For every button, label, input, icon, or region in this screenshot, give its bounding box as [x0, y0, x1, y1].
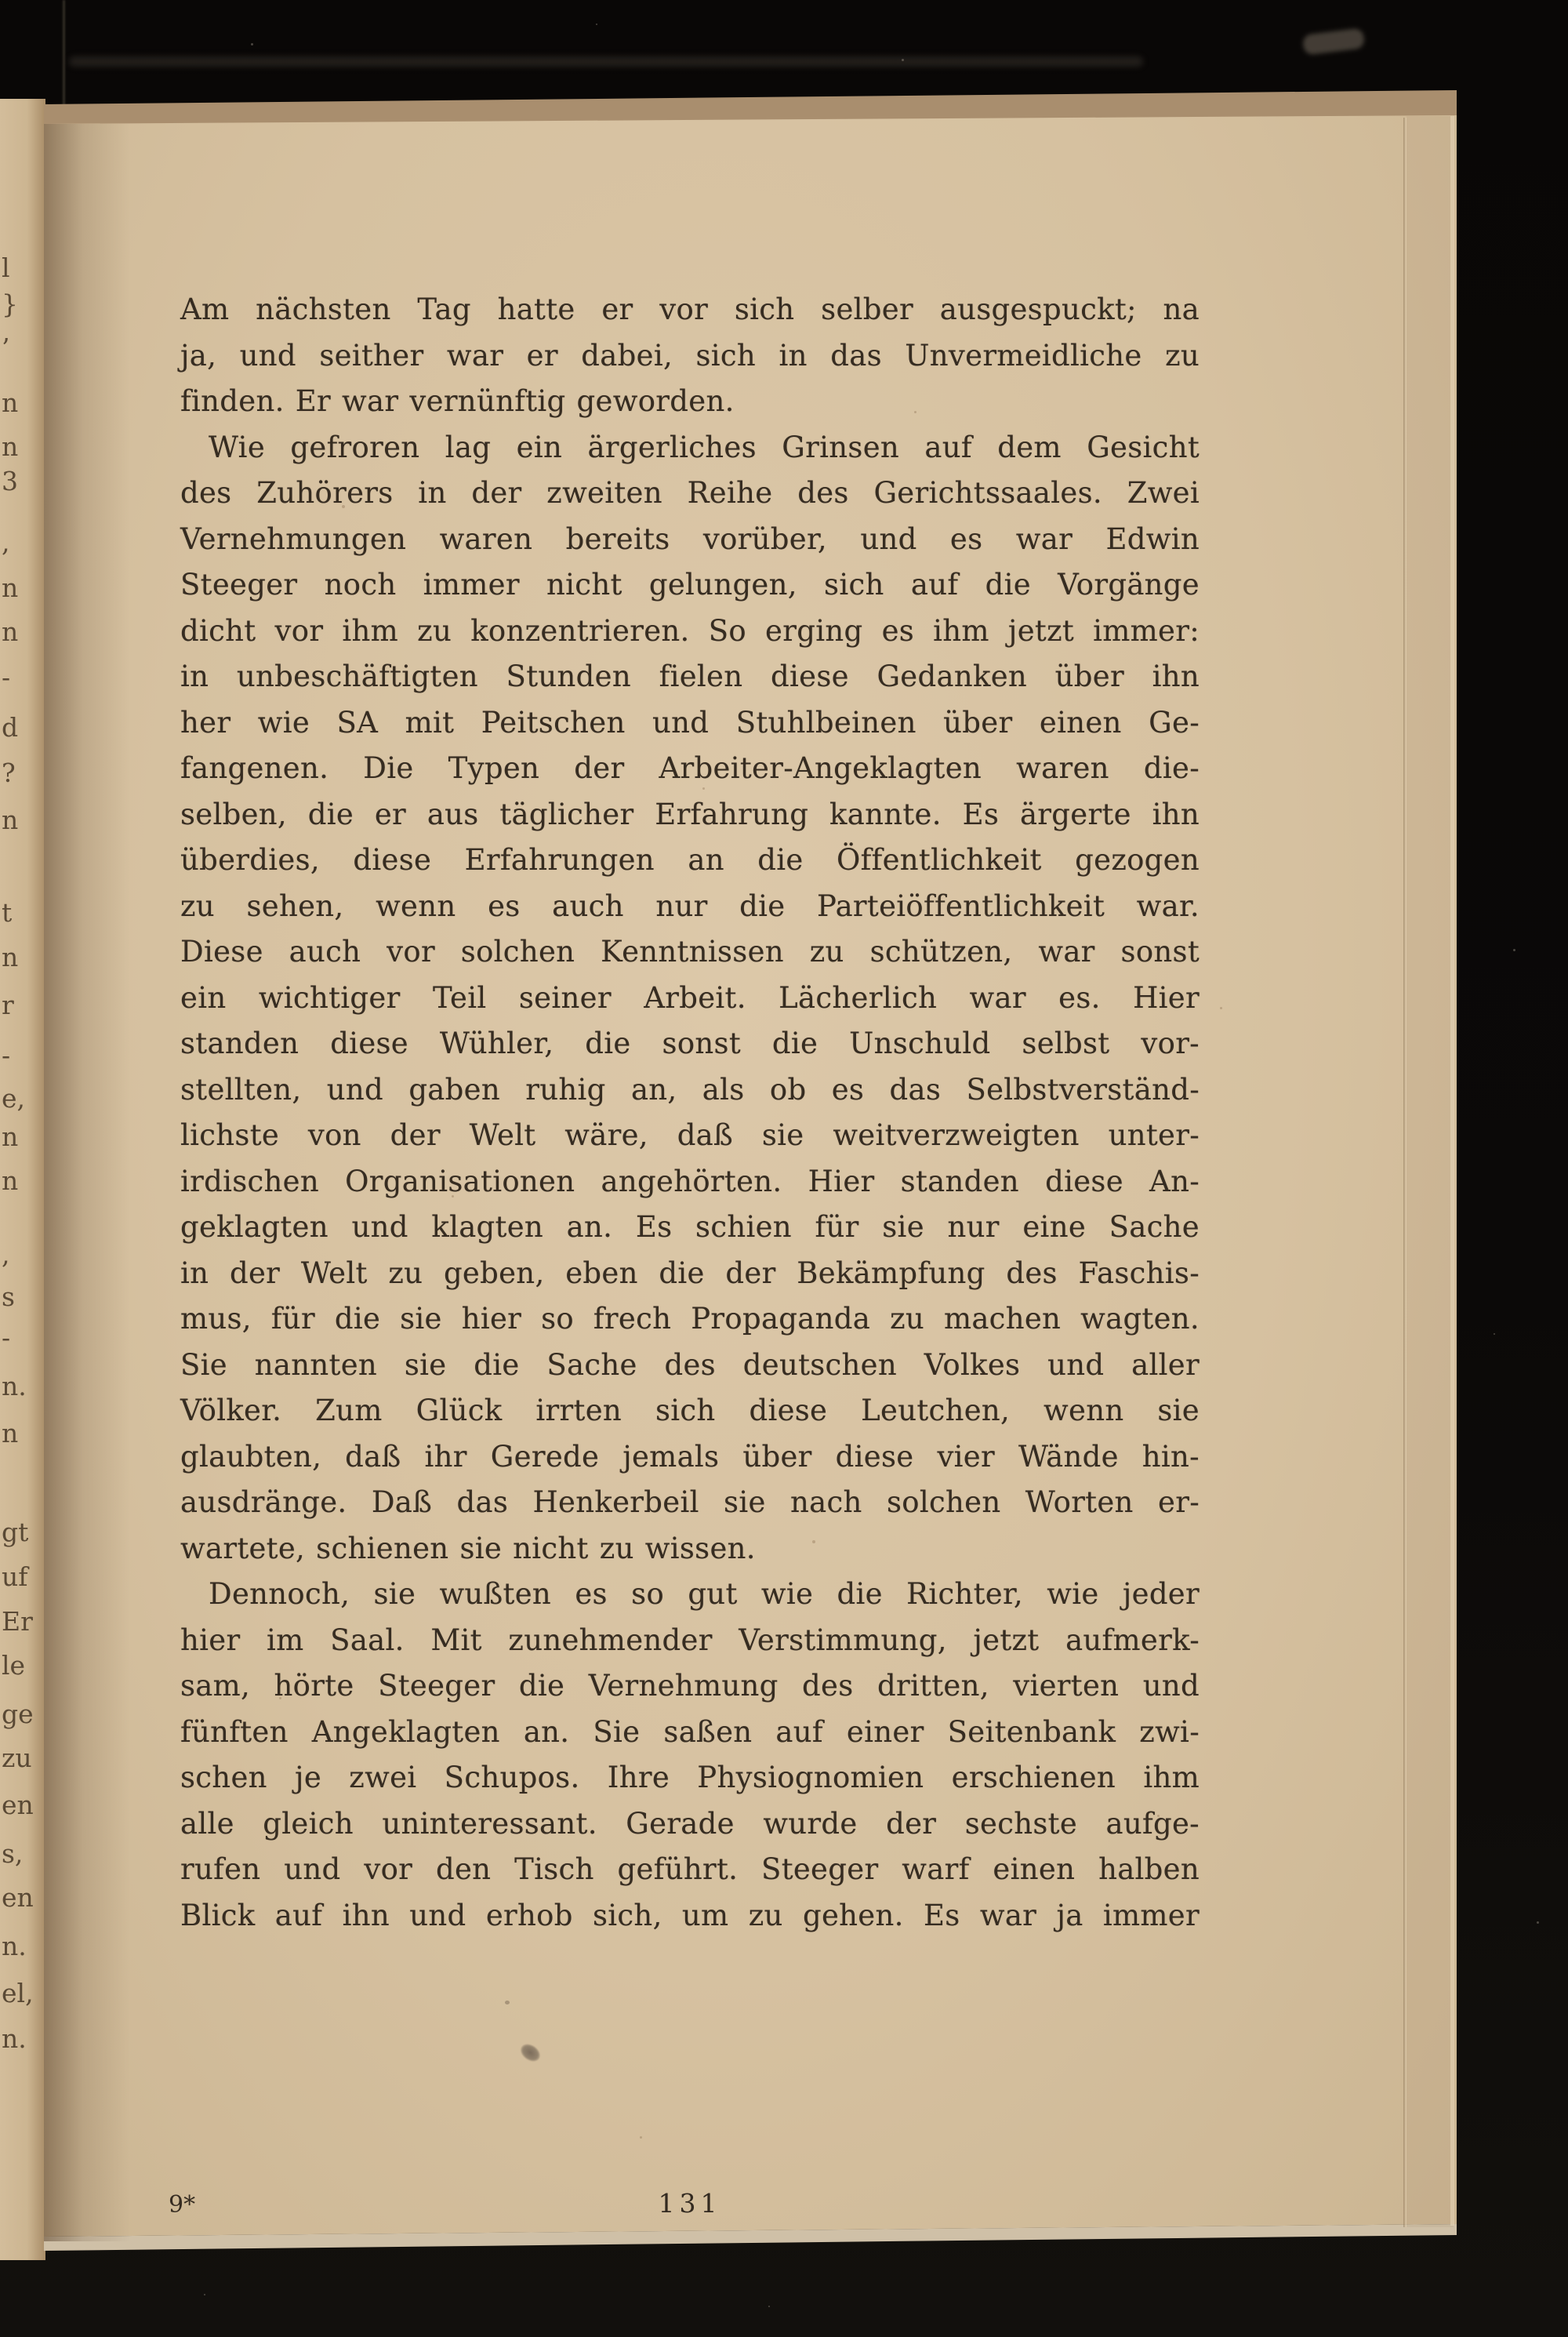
margin-fragment: n.	[2, 2023, 27, 2054]
margin-fragment: d	[2, 712, 19, 743]
margin-fragment: n	[2, 1121, 19, 1152]
margin-fragment: s	[2, 1281, 15, 1312]
margin-fragment: ,	[2, 1239, 10, 1270]
page-right-crease	[1403, 118, 1406, 2227]
margin-fragment: n	[2, 572, 19, 603]
margin-fragment: en	[2, 1790, 34, 1820]
paper-dot	[505, 2001, 510, 2004]
text-line: sam, hörte Steeger die Vernehmung des dritten, vierten und	[180, 1669, 1200, 1703]
text-line: überdies, diese Erfahrungen an die Öffentlichkeit gezogen	[180, 843, 1200, 877]
text-line: finden. Er war vernünftig geworden.	[180, 384, 735, 418]
text-line: Blick auf ihn und erhob sich, um zu gehen. Es war ja immer	[180, 1898, 1200, 1932]
margin-fragment: n	[2, 431, 19, 462]
text-line: schen je zwei Schupos. Ihre Physiognomien erschienen ihm	[180, 1761, 1200, 1794]
text-line: hier im Saal. Mit zunehmender Verstimmung, jetzt aufmerk-	[180, 1623, 1200, 1657]
margin-fragment: n	[2, 1165, 19, 1196]
margin-fragment: gt	[2, 1517, 29, 1547]
text-line: irdischen Organisationen angehörten. Hier standen diese An-	[180, 1164, 1200, 1198]
margin-fragment: }	[2, 289, 18, 319]
paper-speck	[1220, 1007, 1222, 1009]
margin-fragment: -	[2, 1322, 11, 1353]
text-line: ja, und seither war er dabei, sich in das Unvermeidliche zu	[180, 338, 1200, 373]
facing-page-sliver	[0, 99, 45, 2260]
margin-fragment: -	[2, 1040, 11, 1070]
text-line: Vernehmungen waren bereits vorüber, und es war Edwin	[180, 522, 1200, 556]
margin-fragment: le	[2, 1650, 26, 1681]
page-number: 131	[658, 2188, 722, 2219]
margin-fragment: el,	[2, 1978, 34, 2008]
text-line: in der Welt zu geben, eben die der Bekämpfung des Faschis-	[180, 1256, 1200, 1290]
margin-fragment: zu	[2, 1743, 32, 1773]
text-line: Sie nannten sie die Sache des deutschen Volkes und aller	[180, 1347, 1200, 1382]
page-right-margin-shade	[1406, 116, 1454, 2227]
page-footer	[169, 2188, 1200, 2219]
margin-fragment: r	[2, 990, 14, 1020]
text-line: geklagten und klagten an. Es schien für sie nur eine Sache	[180, 1210, 1200, 1244]
margin-fragment: n	[2, 805, 19, 835]
text-line: her wie SA mit Peitschen und Stuhlbeinen über einen Ge-	[180, 705, 1200, 740]
text-line: lichste von der Welt wäre, daß sie weitverzweigten unter-	[180, 1118, 1200, 1152]
gutter-shadow	[44, 124, 130, 2241]
margin-fragment: Er	[2, 1606, 33, 1637]
margin-fragment: n	[2, 942, 19, 972]
text-line: rufen und vor den Tisch geführt. Steeger warf einen halben	[180, 1852, 1200, 1886]
margin-fragment: n	[2, 1418, 19, 1448]
top-right-smear	[1302, 27, 1366, 55]
text-line: in unbeschäftigten Stunden fielen diese Gedanken über ihn	[180, 660, 1200, 693]
text-line: fünften Angeklagten an. Sie saßen auf einer Seitenbank zwi-	[180, 1714, 1200, 1749]
dust-speck	[768, 2306, 770, 2307]
paper-speck	[640, 2136, 642, 2139]
text-line: Steeger noch immer nicht gelungen, sich auf die Vorgänge	[180, 568, 1200, 602]
text-line: stellten, und gaben ruhig an, als ob es das Selbstverständ-	[180, 1072, 1200, 1107]
margin-fragment: l	[2, 253, 10, 283]
dust-speck	[596, 24, 597, 25]
text-block	[169, 287, 1200, 2219]
text-line: Diese auch vor solchen Kenntnissen zu schützen, war sonst	[180, 935, 1200, 969]
text-line: dicht vor ihm zu konzentrieren. So erging es ihm jetzt immer:	[180, 613, 1200, 648]
text-line: standen diese Wühler, die sonst die Unschuld selbst vor-	[180, 1027, 1200, 1060]
text-line: mus, für die sie hier so frech Propaganda zu machen wagten.	[180, 1302, 1200, 1336]
dust-speck	[1513, 949, 1515, 951]
margin-fragment: s,	[2, 1838, 24, 1869]
margin-fragment: -	[2, 662, 11, 692]
text-line: ausdränge. Daß das Henkerbeil sie nach solchen Worten er-	[180, 1485, 1200, 1519]
text-line: zu sehen, wenn es auch nur die Parteiöffentlichkeit war.	[180, 889, 1200, 923]
margin-fragment: n	[2, 616, 19, 647]
text-line: des Zuhörers in der zweiten Reihe des Gerichtssaales. Zwei	[180, 476, 1200, 510]
text-line: selben, die er aus täglicher Erfahrung kannte. Es ärgerte ihn	[180, 797, 1200, 831]
margin-fragment: 3	[2, 466, 18, 496]
margin-fragment: ?	[2, 758, 16, 788]
dust-speck	[1537, 1921, 1539, 1924]
dust-speck	[1494, 1333, 1495, 1335]
dust-speck	[204, 2294, 205, 2295]
book-page	[44, 82, 1457, 2259]
margin-fragment: e,	[2, 1083, 26, 1114]
text-line: ein wichtiger Teil seiner Arbeit. Lächerlich war es. Hier	[180, 980, 1200, 1015]
margin-fragment: ’	[2, 333, 10, 363]
text-line: Wie gefroren lag ein ärgerliches Grinsen auf dem Gesicht	[209, 430, 1200, 464]
margin-fragment: ,	[2, 527, 10, 558]
margin-fragment: t	[2, 897, 13, 928]
margin-fragment: uf	[2, 1561, 28, 1592]
text-line: wartete, schienen sie nicht zu wissen.	[180, 1531, 756, 1565]
facing-page-line-endings	[0, 99, 44, 2260]
text-line: glaubten, daß ihr Gerede jemals über diese vier Wände hin-	[180, 1439, 1200, 1474]
text-line: Völker. Zum Glück irrten sich diese Leutchen, wenn sie	[180, 1394, 1200, 1427]
margin-fragment: n.	[2, 1931, 27, 1961]
text-line: Dennoch, sie wußten es so gut wie die Richter, wie jeder	[209, 1577, 1200, 1611]
dust-speck	[251, 43, 253, 45]
text-line: Am nächsten Tag hatte er vor sich selber ausgespuckt; na	[180, 293, 1200, 326]
dust-speck	[902, 59, 904, 61]
margin-fragment: ge	[2, 1699, 34, 1729]
margin-fragment: en	[2, 1882, 34, 1913]
printer-signature-mark: 9*	[169, 2191, 196, 2219]
margin-fragment: n	[2, 387, 19, 418]
margin-fragment: n.	[2, 1371, 27, 1401]
text-line: fangenen. Die Typen der Arbeiter-Angeklagten waren die-	[180, 751, 1200, 785]
light-streak	[69, 56, 1143, 67]
page-right-edge-highlight	[1450, 116, 1454, 2226]
text-line: alle gleich uninteressant. Gerade wurde der sechste aufge-	[180, 1806, 1200, 1841]
